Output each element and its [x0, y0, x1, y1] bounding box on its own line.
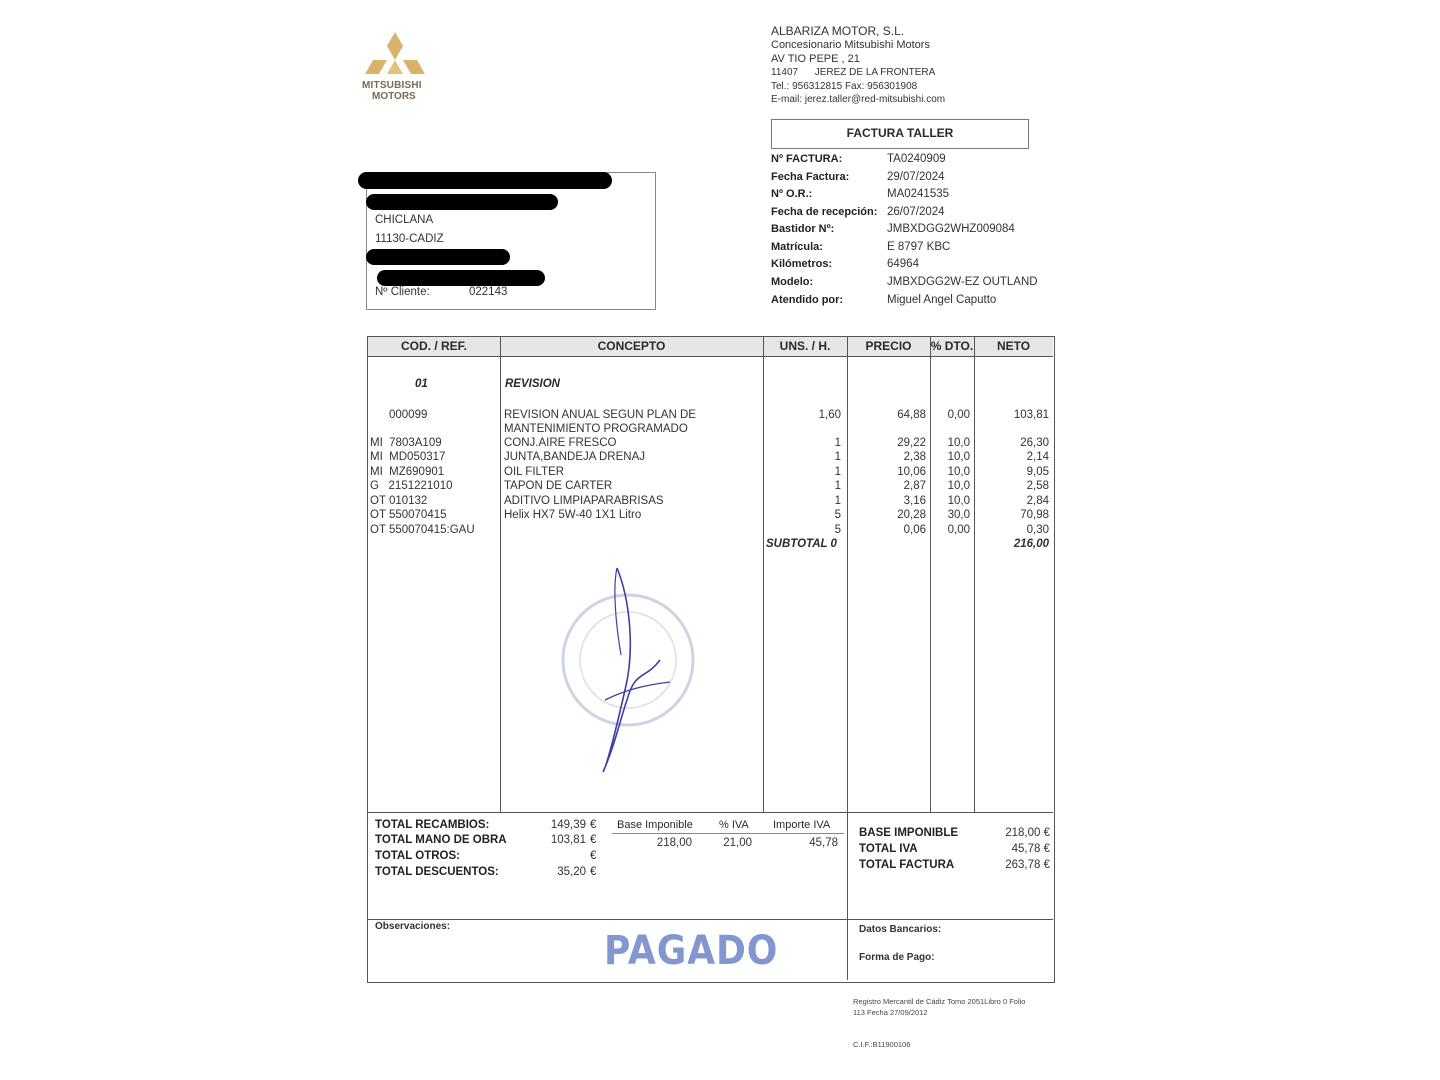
row-description: JUNTA,BANDEJA DRENAJ — [504, 451, 646, 463]
total-parts-value: 149,39 — [550, 819, 586, 831]
vat-rate-value: 21,00 — [723, 837, 752, 849]
row-price: 3,16 — [903, 495, 926, 507]
vat-rate-header: % IVA — [719, 819, 749, 831]
total-labor-label: TOTAL MANO DE OBRA — [375, 834, 507, 846]
attended-by-value: Miguel Angel Caputto — [887, 294, 997, 306]
total-discounts-value: 35,20 — [557, 866, 586, 878]
official-stamp-signature — [555, 560, 715, 780]
row-net: 70,98 — [1020, 509, 1049, 521]
dealer-subtitle: Concesionario Mitsubishi Motors — [771, 39, 930, 51]
column-divider — [847, 337, 848, 980]
row-price: 2,87 — [903, 480, 926, 492]
invoice-date-value: 29/07/2024 — [887, 171, 945, 183]
observations-label: Observaciones: — [375, 921, 451, 932]
row-units: 1 — [834, 437, 841, 449]
row-price: 64,88 — [897, 409, 926, 421]
group-code: 01 — [415, 378, 428, 390]
redaction-bar — [358, 172, 612, 189]
subtotal-label: SUBTOTAL 0 — [766, 538, 837, 550]
tax-id: C.I.F.:B11900106 — [853, 1040, 911, 1049]
reception-date-label: Fecha de recepción: — [771, 206, 878, 218]
redaction-bar — [366, 194, 558, 210]
row-units: 1 — [834, 451, 841, 463]
row-description-continued: MANTENIMIENTO PROGRAMADO — [504, 423, 688, 435]
row-discount: 10,0 — [947, 480, 970, 492]
total-labor-value: 103,81 — [550, 834, 586, 846]
row-code: OT 010132 — [370, 495, 428, 507]
row-discount: 10,0 — [947, 437, 970, 449]
row-units: 1 — [834, 480, 841, 492]
registry-line-2: 113 Fecha 27/09/2012 — [853, 1008, 928, 1017]
plate-label: Matrícula: — [771, 241, 823, 253]
client-postal: 11130-CADIZ — [375, 233, 444, 245]
row-code: MI MZ690901 — [370, 466, 445, 478]
currency-symbol: € — [590, 866, 597, 878]
row-net: 2,14 — [1026, 451, 1049, 463]
brand-name-line2: MOTORS — [372, 91, 416, 102]
km-label: Kilómetros: — [771, 258, 833, 270]
header-net: NETO — [996, 339, 1031, 353]
column-divider — [500, 337, 501, 813]
currency-symbol: € — [590, 850, 597, 862]
client-number-label: Nº Cliente: — [375, 286, 430, 298]
row-code: G 2151221010 — [370, 480, 453, 492]
row-description: CONJ.AIRE FRESCO — [504, 437, 617, 449]
row-units: 5 — [834, 509, 841, 521]
plate-value: E 8797 KBC — [887, 241, 951, 253]
client-city: CHICLANA — [375, 214, 434, 226]
summary-total-label: TOTAL FACTURA — [859, 859, 955, 871]
dealer-phone: Tel.: 956312815 Fax: 956301908 — [771, 81, 918, 92]
row-discount: 10,0 — [947, 451, 970, 463]
row-code: OT 550070415 — [370, 509, 447, 521]
summary-vat-value: 45,78 € — [1011, 843, 1050, 855]
row-code: MI MD050317 — [370, 451, 446, 463]
row-description: OIL FILTER — [504, 466, 565, 478]
row-net: 103,81 — [1013, 409, 1049, 421]
header-discount: % DTO. — [930, 339, 974, 353]
attended-by-label: Atendido por: — [771, 294, 844, 306]
row-net: 26,30 — [1020, 437, 1049, 449]
currency-symbol: € — [590, 834, 597, 846]
group-name: REVISION — [505, 378, 560, 390]
total-parts-label: TOTAL RECAMBIOS: — [375, 819, 490, 831]
redaction-bar — [377, 270, 545, 286]
row-net: 9,05 — [1026, 466, 1049, 478]
header-units: UNS. / H. — [779, 339, 831, 353]
row-units: 1 — [834, 495, 841, 507]
summary-vat-label: TOTAL IVA — [859, 843, 918, 855]
vat-amount-header: Importe IVA — [773, 819, 831, 831]
row-units: 1 — [834, 466, 841, 478]
dealer-city: 11407 JEREZ DE LA FRONTERA — [771, 67, 936, 78]
summary-total-value: 263,78 € — [1005, 859, 1050, 871]
redaction-bar — [366, 249, 510, 265]
row-net: 0,30 — [1026, 524, 1049, 536]
row-description: TAPON DE CARTER — [504, 480, 613, 492]
row-description: Helix HX7 5W-40 1X1 Litro — [504, 509, 642, 521]
row-description: ADITIVO LIMPIAPARABRISAS — [504, 495, 664, 507]
row-units: 1,60 — [818, 409, 841, 421]
row-price: 20,28 — [897, 509, 926, 521]
model-value: JMBXDGG2W-EZ OUTLAND — [887, 276, 1038, 288]
row-code: OT 550070415:GAU — [370, 524, 475, 536]
invoice-date-label: Fecha Factura: — [771, 171, 850, 183]
row-code: MI 7803A109 — [370, 437, 442, 449]
row-code: 000099 — [389, 409, 428, 421]
invoice-title: FACTURA TALLER — [846, 126, 954, 140]
row-divider — [368, 812, 1053, 813]
header-concept: CONCEPTO — [597, 339, 666, 353]
row-units: 5 — [834, 524, 841, 536]
row-discount: 30,0 — [947, 509, 970, 521]
bank-details-label: Datos Bancarios: — [859, 924, 942, 935]
invoice-number-value: TA0240909 — [887, 153, 946, 165]
row-discount: 0,00 — [947, 409, 970, 421]
repair-order-value: MA0241535 — [887, 188, 950, 200]
total-other-label: TOTAL OTROS: — [375, 850, 460, 862]
row-price: 0,06 — [903, 524, 926, 536]
payment-method-label: Forma de Pago: — [859, 952, 935, 963]
model-label: Modelo: — [771, 276, 814, 288]
total-discounts-label: TOTAL DESCUENTOS: — [375, 866, 499, 878]
row-net: 2,58 — [1026, 480, 1049, 492]
vat-header-underline — [612, 833, 844, 834]
vat-base-value: 218,00 — [656, 837, 692, 849]
row-price: 10,06 — [897, 466, 926, 478]
chassis-label: Bastidor Nº: — [771, 223, 835, 235]
row-discount: 0,00 — [947, 524, 970, 536]
row-discount: 10,0 — [947, 495, 970, 507]
row-price: 29,22 — [897, 437, 926, 449]
invoice-number-label: Nº FACTURA: — [771, 153, 843, 165]
header-price: PRECIO — [865, 339, 912, 353]
row-description: REVISION ANUAL SEGUN PLAN DE — [504, 409, 696, 421]
vat-amount-value: 45,78 — [809, 837, 838, 849]
brand-name-line1: MITSUBISHI — [362, 80, 422, 91]
chassis-value: JMBXDGG2WHZ009084 — [887, 223, 1015, 235]
row-divider — [368, 919, 1053, 920]
dealer-name: ALBARIZA MOTOR, S.L. — [771, 24, 905, 38]
client-number-value: 022143 — [469, 286, 508, 298]
km-value: 64964 — [887, 258, 919, 270]
summary-base-label: BASE IMPONIBLE — [859, 827, 959, 839]
reception-date-value: 26/07/2024 — [887, 206, 945, 218]
summary-base-value: 218,00 € — [1005, 827, 1050, 839]
dealer-email: E-mail: jerez.taller@red-mitsubishi.com — [771, 94, 946, 105]
row-price: 2,38 — [903, 451, 926, 463]
header-code: COD. / REF. — [400, 339, 467, 353]
row-discount: 10,0 — [947, 466, 970, 478]
registry-line-1: Registro Mercantil de Cádiz Tomo 2051Libro 0 Folio — [853, 997, 1026, 1006]
row-net: 2,84 — [1026, 495, 1049, 507]
vat-base-header: Base Imponible — [617, 819, 693, 831]
subtotal-value: 216,00 — [1013, 538, 1049, 550]
currency-symbol: € — [590, 819, 597, 831]
dealer-address: AV TIO PEPE , 21 — [771, 53, 860, 65]
repair-order-label: Nº O.R.: — [771, 188, 813, 200]
paid-stamp: PAGADO — [604, 928, 779, 974]
